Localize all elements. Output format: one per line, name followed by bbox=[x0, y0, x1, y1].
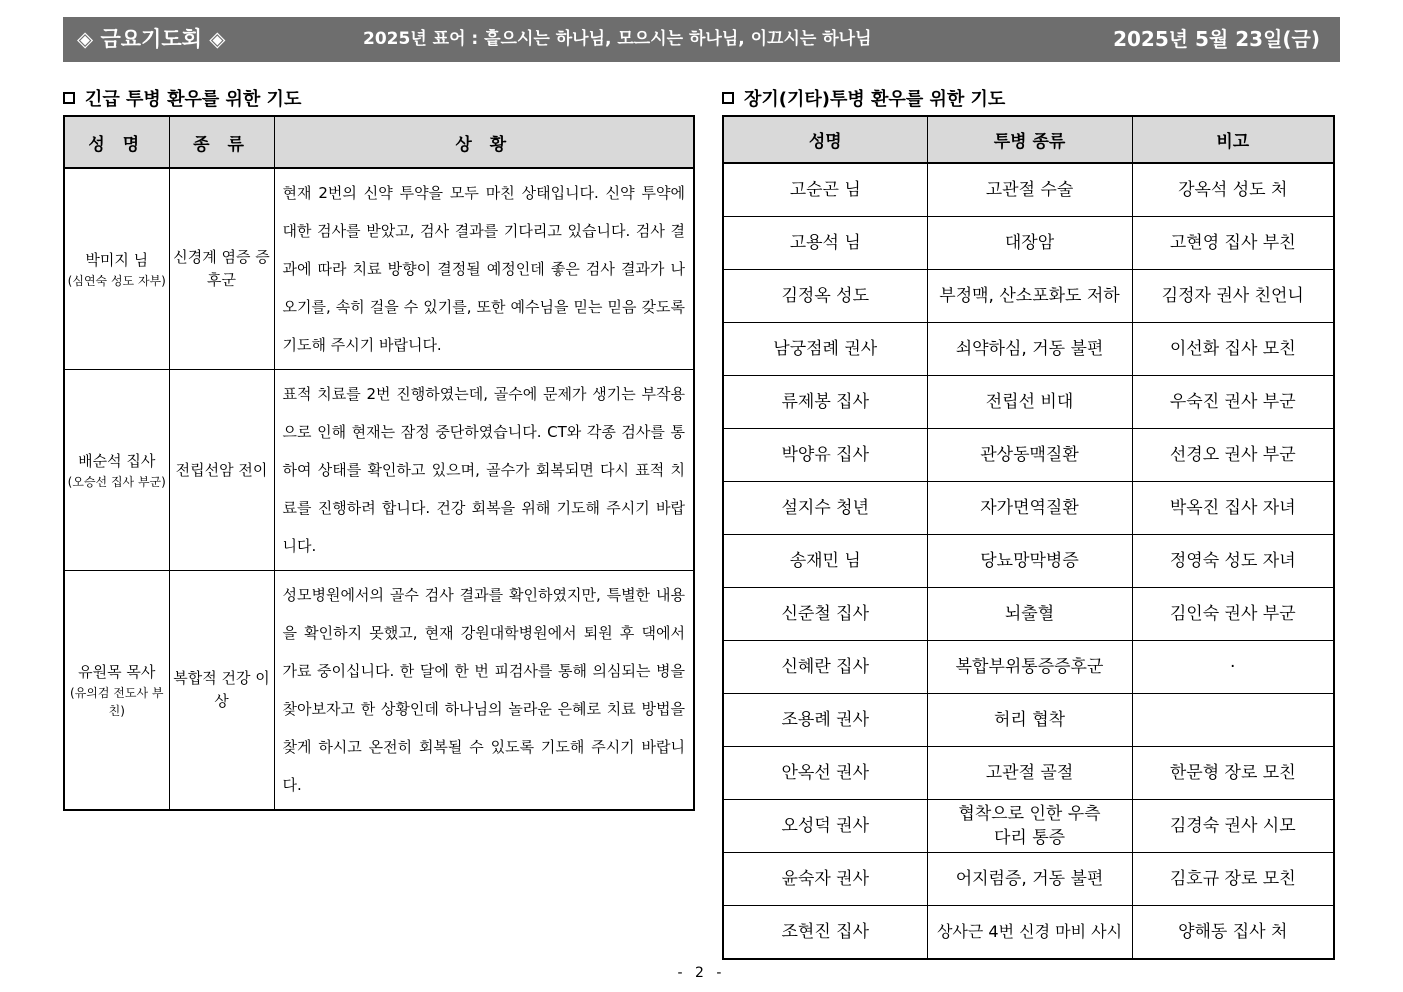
patient-name: 류제봉 집사 bbox=[723, 376, 927, 429]
patient-name: 유원목 목사 bbox=[78, 662, 156, 681]
situation-text: 표적 치료를 2번 진행하였는데, 골수에 문제가 생기는 부작용으로 인해 현재는 잠정 중단하였습니다. CT와 각종 검사를 통하여 상태를 확인하고 있으며, 골수가 회복되면 다시 표적 치료를 진행하려 합니다. 건강 회복을 위해 기도해 주시기 바랍니다. bbox=[274, 370, 694, 571]
table-row bbox=[723, 376, 1334, 429]
page-header bbox=[63, 17, 1340, 62]
table-row bbox=[64, 168, 694, 370]
patient-name: 윤숙자 권사 bbox=[723, 853, 927, 906]
illness-kind: 당뇨망막병증 bbox=[927, 535, 1132, 588]
patient-name: 김정옥 성도 bbox=[723, 270, 927, 323]
illness-kind: 고관절 골절 bbox=[927, 747, 1132, 800]
patient-name: 박양유 집사 bbox=[723, 429, 927, 482]
header-title: ◈ 금요기도회 ◈ bbox=[77, 27, 226, 51]
urgent-prayer-table bbox=[63, 115, 695, 811]
longterm-title-text: 장기(기타)투병 환우를 위한 기도 bbox=[744, 89, 1006, 110]
table-row bbox=[723, 641, 1334, 694]
table-row bbox=[723, 588, 1334, 641]
patient-name: 설지수 청년 bbox=[723, 482, 927, 535]
patient-name: 신혜란 집사 bbox=[723, 641, 927, 694]
column-header-name: 성명 bbox=[723, 116, 927, 163]
table-row bbox=[723, 800, 1334, 853]
table-row bbox=[723, 163, 1334, 217]
illness-kind: 상사근 4번 신경 마비 사시 bbox=[927, 906, 1132, 960]
table-row bbox=[64, 571, 694, 811]
illness-kind: 부정맥, 산소포화도 저하 bbox=[927, 270, 1132, 323]
note: 양해동 집사 처 bbox=[1132, 906, 1334, 960]
illness-kind: 복합부위통증증후군 bbox=[927, 641, 1132, 694]
illness-kind: 쇠약하심, 거동 불편 bbox=[927, 323, 1132, 376]
header-motto: 2025년 표어 : 흩으시는 하나님, 모으시는 하나님, 이끄시는 하나님 bbox=[363, 29, 872, 49]
note bbox=[1132, 694, 1334, 747]
column-header-name: 성 명 bbox=[64, 116, 169, 168]
patient-name-cell bbox=[64, 168, 169, 370]
note: 김호규 장로 모친 bbox=[1132, 853, 1334, 906]
patient-name: 송재민 님 bbox=[723, 535, 927, 588]
illness-kind: 뇌출혈 bbox=[927, 588, 1132, 641]
illness-kind: 대장암 bbox=[927, 217, 1132, 270]
situation-text: 성모병원에서의 골수 검사 결과를 확인하였지만, 특별한 내용을 확인하지 못했고, 현재 강원대학병원에서 퇴원 후 댁에서 가료 중이십니다. 한 달에 한 번 피검사를 통해 의심되는 병을 찾아보자고 한 상황인데 하나님의 놀라운 은혜로 치료 방법을 찾게 하시고 온전히 회복될 수 있도록 기도해 주시기 바랍니다. bbox=[274, 571, 694, 811]
note: 이선화 집사 모친 bbox=[1132, 323, 1334, 376]
patient-name-cell bbox=[64, 370, 169, 571]
patient-name: 안옥선 권사 bbox=[723, 747, 927, 800]
patient-name: 배순석 집사 bbox=[78, 451, 156, 470]
checkbox-square-icon bbox=[63, 92, 75, 104]
illness-kind: 관상동맥질환 bbox=[927, 429, 1132, 482]
note: 선경오 권사 부군 bbox=[1132, 429, 1334, 482]
note: 고현영 집사 부친 bbox=[1132, 217, 1334, 270]
note: 김경숙 권사 시모 bbox=[1132, 800, 1334, 853]
column-header-kind: 종 류 bbox=[169, 116, 274, 168]
table-row bbox=[723, 535, 1334, 588]
patient-name: 신준철 집사 bbox=[723, 588, 927, 641]
column-header-kind: 투병 종류 bbox=[927, 116, 1132, 163]
note: · bbox=[1132, 641, 1334, 694]
illness-kind: 전립선 비대 bbox=[927, 376, 1132, 429]
table-row bbox=[723, 217, 1334, 270]
table-row bbox=[723, 429, 1334, 482]
patient-relation: (오승선 집사 부군) bbox=[67, 474, 166, 489]
page-number: - 2 - bbox=[677, 965, 726, 981]
illness-kind: 복합적 건강 이상 bbox=[169, 571, 274, 811]
note: 김정자 권사 친언니 bbox=[1132, 270, 1334, 323]
header-date: 2025년 5월 23일(금) bbox=[1113, 27, 1320, 51]
patient-name: 조용례 권사 bbox=[723, 694, 927, 747]
illness-kind: 고관절 수술 bbox=[927, 163, 1132, 217]
illness-kind: 신경계 염증 증후군 bbox=[169, 168, 274, 370]
table-row bbox=[723, 853, 1334, 906]
table-row bbox=[64, 370, 694, 571]
table-row bbox=[723, 482, 1334, 535]
note: 정영숙 성도 자녀 bbox=[1132, 535, 1334, 588]
illness-kind: 어지럼증, 거동 불편 bbox=[927, 853, 1132, 906]
patient-name-cell bbox=[64, 571, 169, 811]
patient-relation: (유의검 전도사 부친) bbox=[70, 685, 164, 718]
patient-name: 조현진 집사 bbox=[723, 906, 927, 960]
urgent-title-text: 긴급 투병 환우를 위한 기도 bbox=[85, 89, 302, 110]
checkbox-square-icon bbox=[722, 92, 734, 104]
longterm-prayer-table bbox=[722, 115, 1335, 960]
illness-kind: 협착으로 인한 우측 다리 통증 bbox=[927, 800, 1132, 853]
longterm-section-title bbox=[722, 85, 1005, 111]
note: 강옥석 성도 처 bbox=[1132, 163, 1334, 217]
note: 김인숙 권사 부군 bbox=[1132, 588, 1334, 641]
patient-name: 박미지 님 bbox=[85, 250, 149, 269]
table-row bbox=[723, 694, 1334, 747]
table-row bbox=[723, 270, 1334, 323]
table-row bbox=[723, 747, 1334, 800]
patient-name: 고순곤 님 bbox=[723, 163, 927, 217]
illness-kind: 자가면역질환 bbox=[927, 482, 1132, 535]
patient-name: 고용석 님 bbox=[723, 217, 927, 270]
illness-kind: 허리 협착 bbox=[927, 694, 1132, 747]
urgent-section-title bbox=[63, 85, 301, 111]
table-row bbox=[723, 906, 1334, 960]
note: 한문형 장로 모친 bbox=[1132, 747, 1334, 800]
column-header-situation: 상 황 bbox=[274, 116, 694, 168]
patient-name: 남궁점례 권사 bbox=[723, 323, 927, 376]
table-row bbox=[723, 323, 1334, 376]
note: 박옥진 집사 자녀 bbox=[1132, 482, 1334, 535]
note: 우숙진 권사 부군 bbox=[1132, 376, 1334, 429]
column-header-note: 비고 bbox=[1132, 116, 1334, 163]
patient-relation: (심연숙 성도 자부) bbox=[67, 273, 166, 288]
illness-kind: 전립선암 전이 bbox=[169, 370, 274, 571]
situation-text: 현재 2번의 신약 투약을 모두 마친 상태입니다. 신약 투약에 대한 검사를 받았고, 검사 결과를 기다리고 있습니다. 검사 결과에 따라 치료 방향이 결정될 예정인데 좋은 검사 결과가 나오기를, 속히 걸을 수 있기를, 또한 예수님을 믿는 믿음 갖도록 기도해 주시기 바랍니다. bbox=[274, 168, 694, 370]
patient-name: 오성덕 권사 bbox=[723, 800, 927, 853]
